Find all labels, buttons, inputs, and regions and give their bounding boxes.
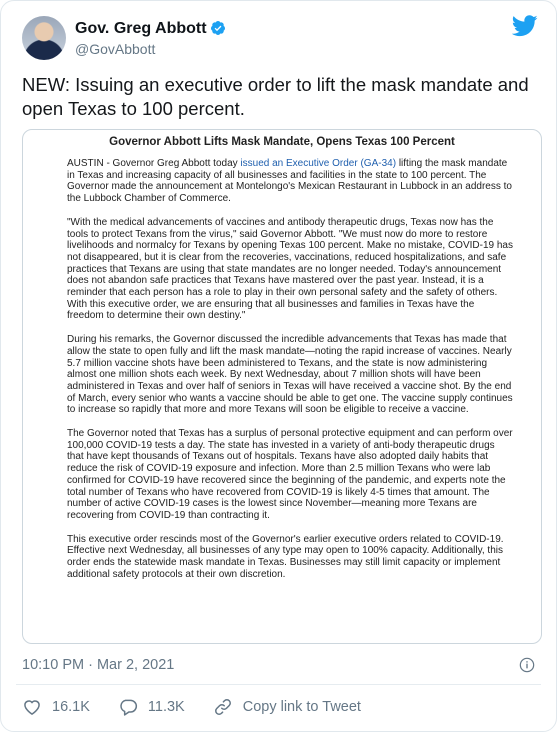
display-name-text[interactable]: Gov. Greg Abbott: [75, 20, 207, 37]
press-release-paragraph: The Governor noted that Texas has a surplus of personal protective equipment and can perform over 100,000 COVID-19 tests a day. The state has invested in a variety of anti-body therapeutic drugs that have kept thousands of Texans out of hospitals. Texans have also adopted daily habits that reduce the risk of COVID-19 exposure and infection. More than 2.5 million Texans who were lab confirmed for COVID-19 have recovered since the beginning of the pandemic, and experts note the total number of Texans who have recovered from COVID-19 is likely 4-5 times that amount. The number of active COVID-19 cases is the lowest since November—meaning more Texans are recovering from COVID-19 than contracting it.: [67, 428, 513, 521]
press-release-paragraph: "With the medical advancements of vaccines and antibody therapeutic drugs, Texas now has the tools to protect Texans from the virus," said Governor Abbott. "We must now do more to restore livelihoods and normalcy for Texans by opening Texas 100 percent. Make no mistake, COVID-19 has not disappeared, but it is clear from the recoveries, vaccinations, reduced hospitalizations, and safe practices that Texans are using that state mandates are no longer needed. Today's announcement does not abandon safe practices that Texans have mastered over the past year. Instead, it is a reminder that each person has a role to play in their own personal safety and the safety of others. With this executive order, we are ensuring that all businesses and families in Texas have the freedom to determine their own destiny.": [67, 216, 513, 322]
user-handle[interactable]: @GovAbbott: [75, 41, 156, 57]
press-release-body: [67, 158, 513, 593]
tweet-text: NEW: Issuing an executive order to lift the mask mandate and open Texas to 100 percent.: [22, 74, 529, 119]
attached-press-release-image[interactable]: [22, 129, 542, 644]
copy-link-button[interactable]: [213, 697, 361, 717]
avatar[interactable]: [22, 16, 66, 60]
tweet-actions-bar: [22, 695, 389, 719]
info-icon[interactable]: [519, 657, 535, 673]
reply-bubble-icon: [118, 697, 138, 717]
copy-link-label: Copy link to Tweet: [242, 699, 361, 715]
link-icon: [213, 697, 233, 717]
press-release-paragraph: AUSTIN - Governor Greg Abbott today issued an Executive Order (GA-34) lifting the mask mandate in Texas and increasing capacity of all businesses and facilities in the state to 100 percent. The Governor made the announcement at Montelongo's Mexican Restaurant in Lubbock in an address to the Lubbock Chamber of Commerce.: [67, 158, 512, 205]
reply-count: 11.3K: [147, 699, 185, 715]
tweet-timestamp[interactable]: 10:10 PM · Mar 2, 2021: [22, 657, 175, 673]
executive-order-link: issued an Executive Order (GA-34): [240, 158, 397, 169]
press-release-paragraph: During his remarks, the Governor discussed the incredible advancements that Texas has made that allow the state to open fully and lift the mask mandate—noting the rapid increase of vaccines. Nearly 5.7 million vaccine shots have been administered to Texans, and the state is now administering almost one million shots each week. By next Wednesday, about 7 million shots will have been administered in Texas and over half of seniors in Texas will have received a vaccine shot. By the end of March, every senior who wants a vaccine should be able to get one. The vaccine supply continues to increase so rapidly that more and more Texans will soon be eligible to receive a vaccine.: [67, 334, 513, 416]
like-count: 16.1K: [52, 699, 90, 715]
display-name[interactable]: [75, 20, 226, 38]
reply-button[interactable]: [118, 697, 185, 717]
twitter-bird-icon[interactable]: [512, 15, 538, 37]
press-release-title: Governor Abbott Lifts Mask Mandate, Opens Texas 100 Percent: [109, 136, 455, 148]
heart-icon: [22, 697, 42, 717]
press-release-paragraph: This executive order rescinds most of the Governor's earlier executive orders related to COVID-19. Effective next Wednesday, all businesses of any type may open to 100% capacity. Additionally, this order ends the statewide mask mandate in Texas. Businesses may still limit capacity or implement additional safety protocols at their own discretion.: [67, 533, 504, 580]
like-button[interactable]: [22, 697, 90, 717]
divider: [16, 684, 541, 685]
verified-badge-icon: [210, 20, 226, 36]
